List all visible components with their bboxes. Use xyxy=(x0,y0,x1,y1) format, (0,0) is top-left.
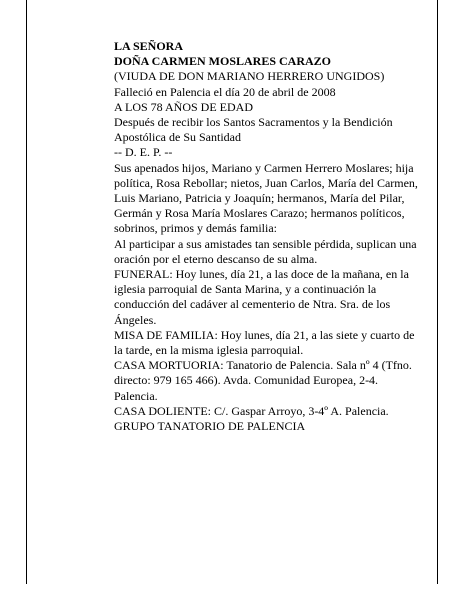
request-paragraph: Al participar a sus amistades tan sensible pérdida, suplican una oración por el eterno descanso de su alma. xyxy=(114,236,417,266)
funeral-paragraph: FUNERAL: Hoy lunes, día 21, a las doce de la mañana, en la iglesia parroquial de Santa Marina, y a continuación la conducción del cadáver al cementerio de Ntra. Sra. de los Ángeles. xyxy=(114,267,409,327)
notice-title: LA SEÑORA xyxy=(114,39,184,53)
sacraments-paragraph: Después de recibir los Santos Sacramentos y la Bendición Apostólica de Su Santidad xyxy=(114,115,393,145)
age-line: A LOS 78 AÑOS DE EDAD xyxy=(114,99,254,114)
family-paragraph: Sus apenados hijos, Mariano y Carmen Herrero Moslares; hija política, Rosa Rebollar; nietos, Juan Carlos, María del Carmen, Luis Mariano, Patricia y Joaquín; hermanos, María del Pilar, Germán y Rosa María Moslares Carazo; hermanos políticos, sobrinos, primos y demás familia: xyxy=(114,160,418,236)
frame-left-border xyxy=(26,0,27,584)
dep-line: -- D. E. P. -- xyxy=(114,145,173,160)
funeral-home-paragraph: CASA MORTUORIA: Tanatorio de Palencia. Sala nº 4 (Tfno. directo: 979 165 466). Avda. Comunidad Europea, 2-4. Palencia. xyxy=(114,358,412,403)
obituary-notice xyxy=(114,39,424,434)
deceased-name: DOÑA CARMEN MOSLARES CARAZO xyxy=(114,54,332,69)
frame-right-border xyxy=(437,0,438,584)
group-line: GRUPO TANATORIO DE PALENCIA xyxy=(114,419,306,434)
widow-of-line: (VIUDA DE DON MARIANO HERRERO UNGIDOS) xyxy=(114,69,385,84)
family-mass-paragraph: MISA DE FAMILIA: Hoy lunes, día 21, a las siete y cuarto de la tarde, en la misma iglesia parroquial. xyxy=(114,327,415,358)
death-line: Falleció en Palencia el día 20 de abril de 2008 xyxy=(114,84,336,99)
mourning-house-paragraph: CASA DOLIENTE: C/. Gaspar Arroyo, 3-4º A. Palencia. xyxy=(114,403,389,418)
